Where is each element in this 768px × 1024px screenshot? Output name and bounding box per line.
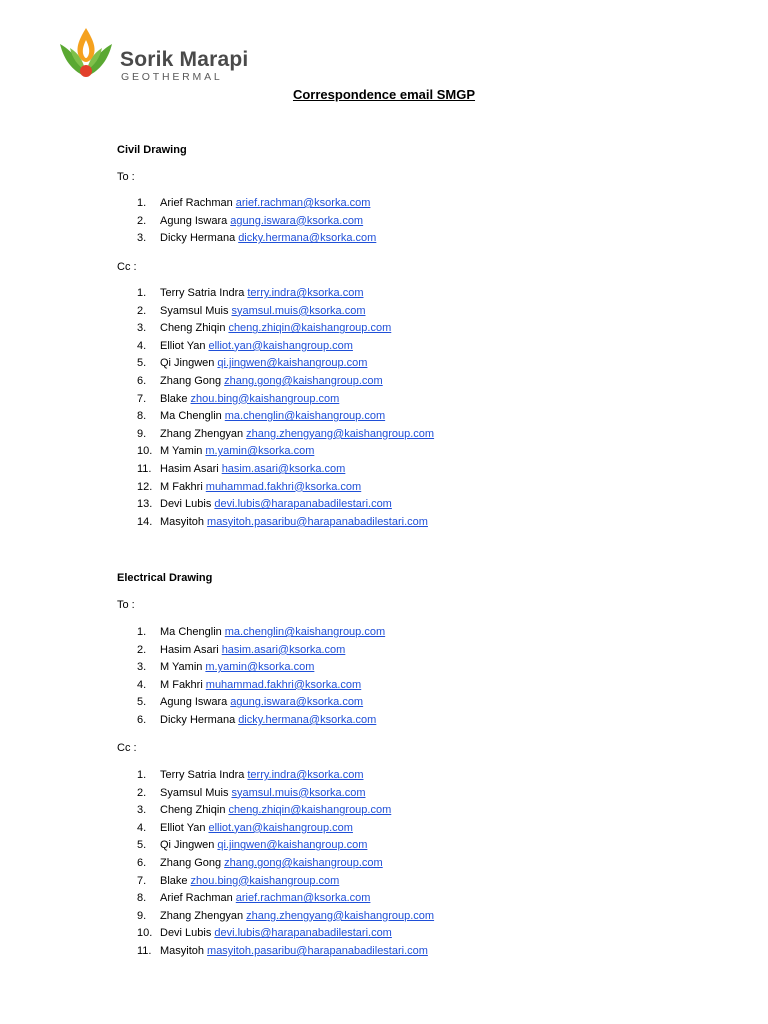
list-item-number: 6. xyxy=(137,713,147,726)
cc-list-electrical xyxy=(117,767,434,961)
recipient-name: Zhang Gong xyxy=(160,374,222,387)
list-item-number: 3. xyxy=(137,322,147,335)
recipient-name: Blake xyxy=(160,392,188,405)
list-item xyxy=(117,820,434,838)
email-link[interactable]: hasim.asari@ksorka.com xyxy=(221,643,346,656)
list-item xyxy=(117,873,434,891)
list-item xyxy=(117,837,434,855)
email-link[interactable]: cheng.zhiqin@kaishangroup.com xyxy=(228,322,392,335)
list-item-number: 8. xyxy=(137,892,147,905)
email-link[interactable]: devi.lubis@harapanabadilestari.com xyxy=(214,927,392,940)
list-item xyxy=(117,943,434,961)
email-link[interactable]: ma.chenglin@kaishangroup.com xyxy=(224,626,386,638)
recipient-name: Syamsul Muis xyxy=(160,786,229,799)
email-link[interactable]: masyitoh.pasaribu@harapanabadilestari.com xyxy=(207,944,428,957)
email-link[interactable]: arief.rachman@ksorka.com xyxy=(235,197,371,209)
list-item xyxy=(117,461,434,479)
recipient-name: Qi Jingwen xyxy=(160,839,215,852)
recipient-name: Zhang Gong xyxy=(160,856,222,869)
recipient-name: Devi Lubis xyxy=(160,498,212,511)
email-link[interactable]: elliot.yan@kaishangroup.com xyxy=(208,339,353,352)
recipient-name: Zhang Zhengyan xyxy=(160,427,244,440)
recipient-name: Ma Chenglin xyxy=(160,410,222,423)
recipient-name: Arief Rachman xyxy=(160,892,233,905)
email-link[interactable]: elliot.yan@kaishangroup.com xyxy=(208,821,353,834)
to-label-electrical: To : xyxy=(117,599,135,611)
list-item xyxy=(117,479,434,497)
list-item-number: 4. xyxy=(137,678,147,691)
recipient-name: Elliot Yan xyxy=(160,821,206,834)
list-item xyxy=(117,320,434,338)
email-link[interactable]: masyitoh.pasaribu@harapanabadilestari.com xyxy=(207,515,428,528)
list-item xyxy=(117,230,376,248)
email-link[interactable]: zhang.gong@kaishangroup.com xyxy=(224,856,383,869)
list-item-number: 9. xyxy=(137,427,147,440)
recipient-name: Cheng Zhiqin xyxy=(160,322,226,335)
list-item xyxy=(117,514,434,532)
list-item xyxy=(117,195,376,213)
list-item-number: 1. xyxy=(137,626,147,638)
recipient-name: Arief Rachman xyxy=(160,197,233,209)
recipient-name: Masyitoh xyxy=(160,515,205,528)
email-link[interactable]: qi.jingwen@kaishangroup.com xyxy=(217,839,368,852)
email-link[interactable]: zhang.zhengyang@kaishangroup.com xyxy=(246,909,435,922)
email-link[interactable]: hasim.asari@ksorka.com xyxy=(221,462,346,475)
email-link[interactable]: arief.rachman@ksorka.com xyxy=(235,892,371,905)
list-item xyxy=(117,908,434,926)
list-item-number: 1. xyxy=(137,287,147,299)
list-item xyxy=(117,767,434,785)
list-item-number: 5. xyxy=(137,696,147,709)
email-link[interactable]: terry.indra@ksorka.com xyxy=(247,769,364,781)
to-list-electrical xyxy=(117,624,385,730)
list-item-number: 4. xyxy=(137,821,147,834)
list-item-number: 7. xyxy=(137,874,147,887)
list-item-number: 11. xyxy=(137,462,152,475)
recipient-name: Agung Iswara xyxy=(160,214,228,227)
section-heading-civil: Civil Drawing xyxy=(117,144,187,156)
email-link[interactable]: cheng.zhiqin@kaishangroup.com xyxy=(228,804,392,817)
cc-list-civil xyxy=(117,285,434,531)
recipient-name: Dicky Hermana xyxy=(160,713,236,726)
list-item xyxy=(117,677,385,695)
recipient-name: Masyitoh xyxy=(160,944,205,957)
list-item xyxy=(117,694,385,712)
recipient-name: Ma Chenglin xyxy=(160,626,222,638)
recipient-name: Elliot Yan xyxy=(160,339,206,352)
email-link[interactable]: ma.chenglin@kaishangroup.com xyxy=(224,410,386,423)
section-heading-electrical: Electrical Drawing xyxy=(117,572,213,584)
email-link[interactable]: syamsul.muis@ksorka.com xyxy=(231,786,366,799)
list-item xyxy=(117,213,376,231)
list-item xyxy=(117,802,434,820)
email-link[interactable]: dicky.hermana@ksorka.com xyxy=(238,713,377,726)
list-item xyxy=(117,355,434,373)
email-link[interactable]: zhang.gong@kaishangroup.com xyxy=(224,374,383,387)
list-item xyxy=(117,373,434,391)
email-link[interactable]: zhou.bing@kaishangroup.com xyxy=(190,874,340,887)
list-item xyxy=(117,391,434,409)
email-link[interactable]: muhammad.fakhri@ksorka.com xyxy=(205,480,362,493)
list-item-number: 1. xyxy=(137,197,147,209)
list-item xyxy=(117,785,434,803)
list-item xyxy=(117,855,434,873)
list-item xyxy=(117,285,434,303)
list-item xyxy=(117,712,385,730)
list-item-number: 4. xyxy=(137,339,147,352)
list-item xyxy=(117,426,434,444)
recipient-name: Syamsul Muis xyxy=(160,304,229,317)
list-item-number: 3. xyxy=(137,232,147,245)
email-link[interactable]: dicky.hermana@ksorka.com xyxy=(238,232,377,245)
list-item xyxy=(117,408,434,426)
recipient-name: Qi Jingwen xyxy=(160,357,215,370)
list-item xyxy=(117,890,434,908)
list-item-number: 6. xyxy=(137,856,147,869)
list-item xyxy=(117,303,434,321)
logo-name: Sorik Marapi xyxy=(120,48,249,71)
recipient-name: M Yamin xyxy=(160,445,203,458)
list-item xyxy=(117,659,385,677)
recipient-name: Terry Satria Indra xyxy=(160,287,245,299)
recipient-name: Hasim Asari xyxy=(160,462,219,475)
recipient-name: Blake xyxy=(160,874,188,887)
list-item xyxy=(117,443,434,461)
list-item-number: 12. xyxy=(137,480,153,493)
recipient-name: Dicky Hermana xyxy=(160,232,236,245)
list-item-number: 13. xyxy=(137,498,153,511)
list-item xyxy=(117,925,434,943)
list-item-number: 14. xyxy=(137,515,153,528)
recipient-name: Devi Lubis xyxy=(160,927,212,940)
list-item-number: 1. xyxy=(137,769,147,781)
list-item-number: 5. xyxy=(137,839,147,852)
list-item-number: 9. xyxy=(137,909,147,922)
list-item xyxy=(117,338,434,356)
list-item-number: 11. xyxy=(137,944,152,957)
list-item xyxy=(117,642,385,660)
email-link[interactable]: agung.iswara@ksorka.com xyxy=(230,214,364,227)
recipient-name: Terry Satria Indra xyxy=(160,769,245,781)
recipient-name: Hasim Asari xyxy=(160,643,219,656)
to-list-civil xyxy=(117,195,376,248)
list-item-number: 6. xyxy=(137,374,147,387)
recipient-name: Agung Iswara xyxy=(160,696,228,709)
list-item xyxy=(117,624,385,642)
list-item-number: 5. xyxy=(137,357,147,370)
email-link[interactable]: m.yamin@ksorka.com xyxy=(205,661,315,674)
recipient-name: M Fakhri xyxy=(160,480,203,493)
email-link[interactable]: zhang.zhengyang@kaishangroup.com xyxy=(246,427,435,440)
email-link[interactable]: terry.indra@ksorka.com xyxy=(247,287,364,299)
email-link[interactable]: m.yamin@ksorka.com xyxy=(205,445,315,458)
list-item-number: 3. xyxy=(137,804,147,817)
flame-leaf-logo-icon xyxy=(58,26,114,82)
email-link[interactable]: zhou.bing@kaishangroup.com xyxy=(190,392,340,405)
recipient-name: Zhang Zhengyan xyxy=(160,909,244,922)
list-item-number: 10. xyxy=(137,927,153,940)
list-item xyxy=(117,496,434,514)
recipient-name: M Fakhri xyxy=(160,678,203,691)
list-item-number: 3. xyxy=(137,661,147,674)
list-item-number: 7. xyxy=(137,392,147,405)
cc-label-electrical: Cc : xyxy=(117,742,137,754)
email-link[interactable]: devi.lubis@harapanabadilestari.com xyxy=(214,498,392,511)
to-label-civil: To : xyxy=(117,171,135,183)
email-link[interactable]: qi.jingwen@kaishangroup.com xyxy=(217,357,368,370)
list-item-number: 2. xyxy=(137,786,147,799)
list-item-number: 2. xyxy=(137,304,147,317)
recipient-name: Cheng Zhiqin xyxy=(160,804,226,817)
list-item-number: 8. xyxy=(137,410,147,423)
logo-subtitle: GEOTHERMAL xyxy=(121,71,223,83)
email-link[interactable]: syamsul.muis@ksorka.com xyxy=(231,304,366,317)
email-link[interactable]: muhammad.fakhri@ksorka.com xyxy=(205,678,362,691)
email-link[interactable]: agung.iswara@ksorka.com xyxy=(230,696,364,709)
list-item-number: 10. xyxy=(137,445,153,458)
recipient-name: M Yamin xyxy=(160,661,203,674)
list-item-number: 2. xyxy=(137,214,147,227)
page-title: Correspondence email SMGP xyxy=(292,87,476,102)
list-item-number: 2. xyxy=(137,643,147,656)
company-logo xyxy=(58,26,258,86)
cc-label-civil: Cc : xyxy=(117,261,137,273)
